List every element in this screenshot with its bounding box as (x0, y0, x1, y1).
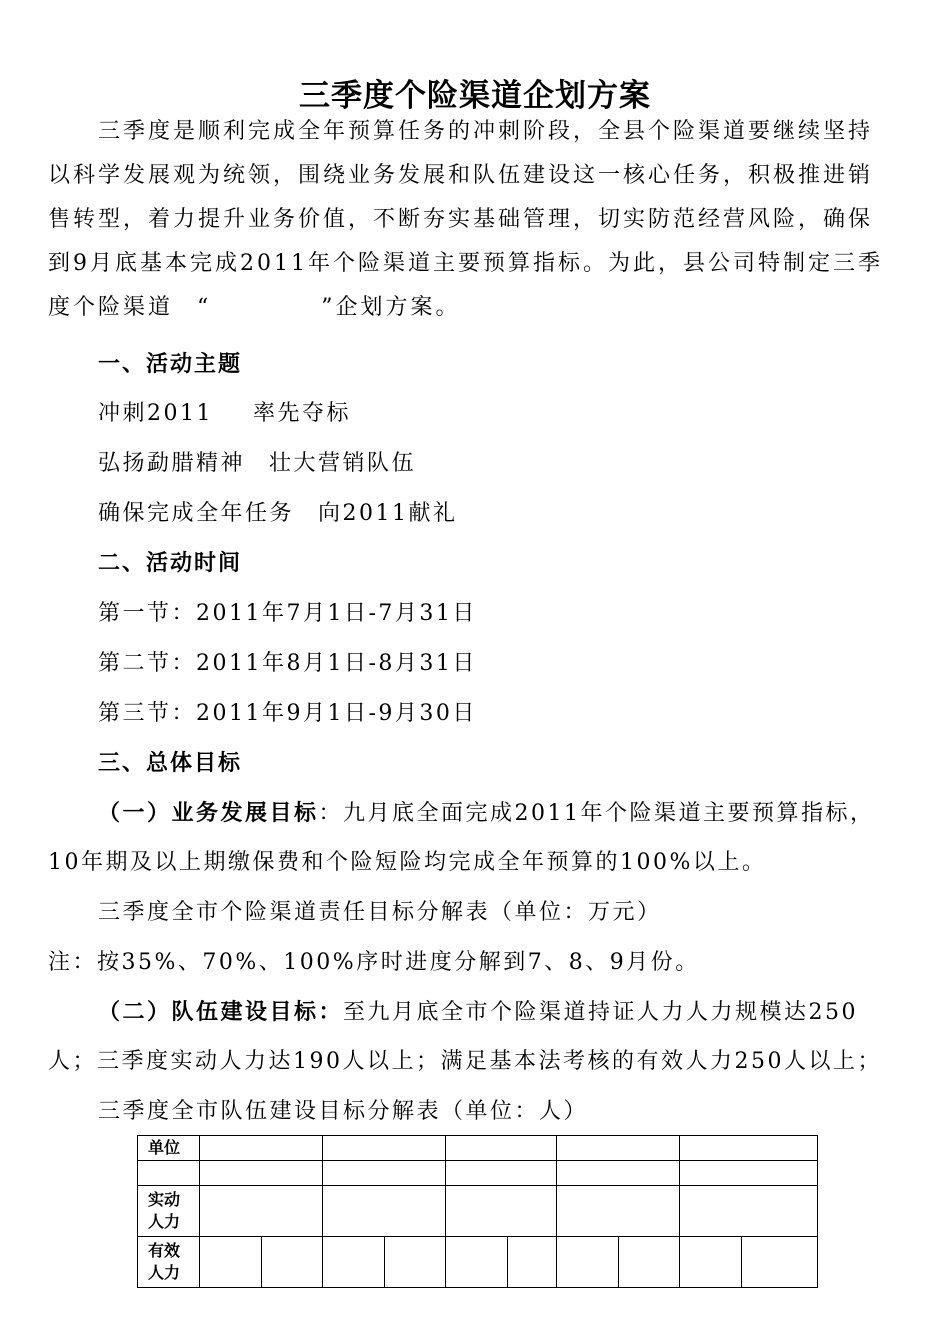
period-1: 第一节：2011年7月1日-7月31日 (98, 601, 477, 626)
table-row-active-staff (138, 1186, 818, 1237)
open-quote: “ (197, 295, 212, 320)
theme-line-2 (98, 449, 416, 479)
theme-line-1 (98, 399, 351, 429)
goal-1-text-a: ：九月底全面完成2011年个险渠道主要预算指标， (318, 801, 875, 826)
section-heading-goals: 三、总体目标 (98, 751, 243, 776)
theme-2-part-a: 弘扬勐腊精神 (98, 451, 246, 476)
table-cell (446, 1237, 508, 1288)
table-cell (446, 1136, 557, 1161)
row-header-effective-staff (138, 1237, 200, 1288)
table-cell (619, 1237, 680, 1288)
table-cell (508, 1237, 557, 1288)
table-cell (323, 1161, 446, 1186)
table-cell (680, 1186, 818, 1237)
table-cell (680, 1161, 818, 1186)
intro-line-4: 到9月底基本完成2011年个险渠道主要预算指标。为此，县公司特制定三季 (48, 251, 883, 276)
table-cell (323, 1186, 446, 1237)
theme-2-part-b: 壮大营销队伍 (269, 451, 417, 476)
table-cell (557, 1186, 680, 1237)
table-1-caption: 三季度全市个险渠道责任目标分解表（单位：万元） (98, 900, 662, 925)
row-header-active-staff (138, 1186, 200, 1237)
goal-1-label: （一）业务发展目标 (98, 801, 319, 826)
row-header-effective-staff-line-1: 有效 (148, 1241, 181, 1260)
goal-1-line-1 (98, 799, 875, 829)
table-cell (557, 1237, 619, 1288)
intro-line-5 (48, 286, 904, 330)
theme-line-3 (98, 499, 458, 529)
table-cell (138, 1161, 200, 1186)
row-header-active-staff-line-2: 人力 (148, 1212, 181, 1231)
table-cell (557, 1136, 680, 1161)
theme-1-part-a: 冲刺2011 (98, 401, 213, 426)
table-2-caption: 三季度全市队伍建设目标分解表（单位：人） (98, 1099, 589, 1124)
row-header-active-staff-line-1: 实动 (148, 1190, 181, 1209)
table-cell (680, 1237, 742, 1288)
theme-3-part-a: 确保完成全年任务 (98, 501, 295, 526)
table-row-blank (138, 1161, 818, 1186)
row-header-unit: 单位 (138, 1136, 200, 1161)
theme-3-part-b: 向2011献礼 (318, 501, 458, 526)
section-heading-time: 二、活动时间 (98, 551, 243, 576)
intro-line-5-start: 度个险渠道 (48, 295, 174, 320)
goal-2-label: （二）队伍建设目标： (98, 1000, 344, 1025)
table-cell (385, 1237, 446, 1288)
table-row-unit (138, 1136, 818, 1161)
table-cell (200, 1161, 323, 1186)
intro-line-5-end: ”企划方案。 (321, 295, 461, 320)
table-cell (262, 1237, 323, 1288)
intro-line-2: 以科学发展观为统领，围绕业务发展和队伍建设这一核心任务，积极推进销 (48, 163, 874, 188)
table-cell (200, 1237, 262, 1288)
table-cell (680, 1136, 818, 1161)
table-cell (446, 1161, 557, 1186)
table-cell (446, 1186, 557, 1237)
table-cell (323, 1237, 385, 1288)
section-heading-theme: 一、活动主题 (98, 352, 243, 377)
goal-2-text-a: 至九月底全市个险渠道持证人力人力规模达250 (343, 1000, 859, 1025)
intro-line-1: 三季度是顺利完成全年预算任务的冲刺阶段，全县个险渠道要继续坚持 (98, 119, 874, 144)
goal-2-line-2: 人；三季度实动人力达190人以上；满足基本法考核的有效人力250人以上； (48, 1049, 882, 1074)
table-cell (742, 1237, 818, 1288)
team-target-table (137, 1135, 818, 1288)
table-cell (200, 1136, 323, 1161)
note: 注：按35%、70%、100%序时进度分解到7、8、9月份。 (48, 950, 700, 975)
goal-2-line-1 (98, 998, 858, 1028)
table-cell (200, 1186, 323, 1237)
period-3: 第三节：2011年9月1日-9月30日 (98, 701, 477, 726)
period-2: 第二节：2011年8月1日-8月31日 (98, 651, 477, 676)
table-cell (557, 1161, 680, 1186)
table-row-effective-staff (138, 1237, 818, 1288)
theme-1-part-b: 率先夺标 (253, 401, 352, 426)
row-header-effective-staff-line-2: 人力 (148, 1263, 181, 1282)
table-cell (323, 1136, 446, 1161)
document-title: 三季度个险渠道企划方案 (299, 78, 651, 114)
goal-1-line-2: 10年期及以上期缴保费和个险短险均完成全年预算的100%以上。 (48, 850, 767, 875)
intro-line-3: 售转型，着力提升业务价值，不断夯实基础管理，切实防范经营风险，确保 (48, 207, 874, 232)
